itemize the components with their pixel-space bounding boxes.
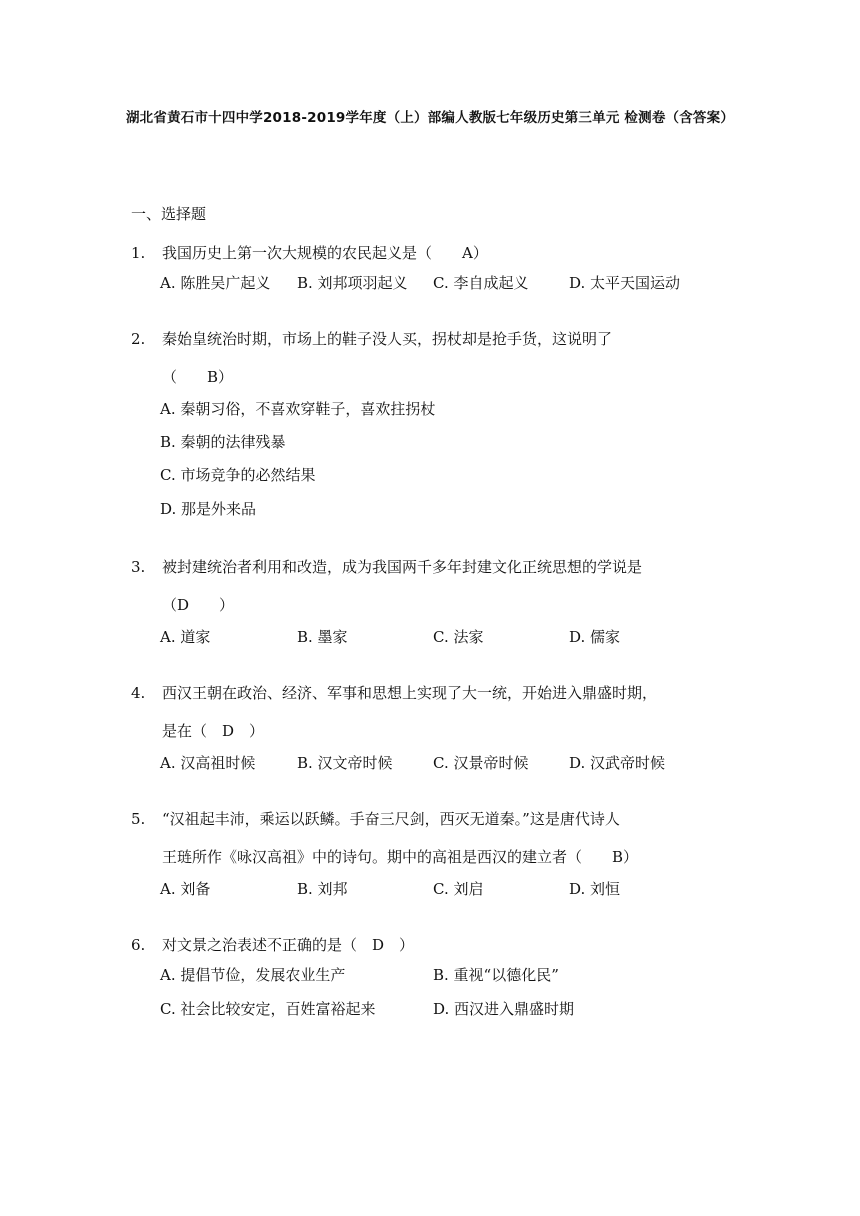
document-title: 湖北省黄石市十四中学2018-2019学年度（上）部编人教版七年级历史第三单元 检测卷（含答案） (125, 110, 735, 126)
question-text: 对文景之治表述不正确的是（ D ） (162, 936, 415, 954)
option-b: B. 秦朝的法律残暴 (160, 433, 286, 451)
option-d: D. 西汉进入鼎盛时期 (433, 1000, 575, 1018)
option-d: D. 儒家 (569, 628, 621, 646)
question-text-continued: 王琏所作《咏汉高祖》中的诗句。期中的高祖是西汉的建立者（ B） (162, 848, 639, 866)
question-number: 1. (131, 244, 146, 262)
option-c: C. 李自成起义 (433, 274, 529, 292)
option-b: B. 刘邦 (297, 880, 348, 898)
option-b: B. 墨家 (297, 628, 348, 646)
option-d: D. 刘恒 (569, 880, 621, 898)
option-b: B. 汉文帝时候 (297, 754, 393, 772)
option-a: A. 陈胜吴广起义 (160, 274, 271, 292)
option-a: A. 道家 (160, 628, 211, 646)
question-text-continued: 是在（ D ） (162, 722, 265, 740)
question-text: “汉祖起丰沛，乘运以跃鳞。手奋三尺剑，西灭无道秦。”这是唐代诗人 (162, 810, 620, 828)
option-a: A. 秦朝习俗，不喜欢穿鞋子，喜欢拄拐杖 (160, 400, 436, 418)
question-text: 西汉王朝在政治、经济、军事和思想上实现了大一统，开始进入鼎盛时期， (162, 684, 658, 702)
question-number: 6. (131, 936, 146, 954)
question-number: 5. (131, 810, 146, 828)
option-d: D. 汉武帝时候 (569, 754, 666, 772)
option-a: A. 汉高祖时候 (160, 754, 256, 772)
question-text: 我国历史上第一次大规模的农民起义是（ A） (162, 244, 488, 262)
option-c: C. 市场竞争的必然结果 (160, 466, 316, 484)
question-text: 秦始皇统治时期，市场上的鞋子没人买，拐杖却是抢手货，这说明了 (162, 330, 613, 348)
option-b: B. 重视“以德化民” (433, 966, 559, 984)
option-c: C. 刘启 (433, 880, 484, 898)
question-text: 被封建统治者利用和改造，成为我国两千多年封建文化正统思想的学说是 (162, 558, 643, 576)
option-d: D. 太平天国运动 (569, 274, 681, 292)
section-heading: 一、选择题 (131, 205, 207, 223)
question-text-continued: （D ） (162, 596, 235, 614)
option-a: A. 提倡节俭，发展农业生产 (160, 966, 346, 984)
option-a: A. 刘备 (160, 880, 211, 898)
question-number: 2. (131, 330, 146, 348)
option-c: C. 汉景帝时候 (433, 754, 529, 772)
question-number: 4. (131, 684, 146, 702)
question-number: 3. (131, 558, 146, 576)
question-text-continued: （ B） (162, 368, 234, 386)
option-c: C. 法家 (433, 628, 484, 646)
option-b: B. 刘邦项羽起义 (297, 274, 408, 292)
option-c: C. 社会比较安定，百姓富裕起来 (160, 1000, 376, 1018)
option-d: D. 那是外来品 (160, 500, 257, 518)
